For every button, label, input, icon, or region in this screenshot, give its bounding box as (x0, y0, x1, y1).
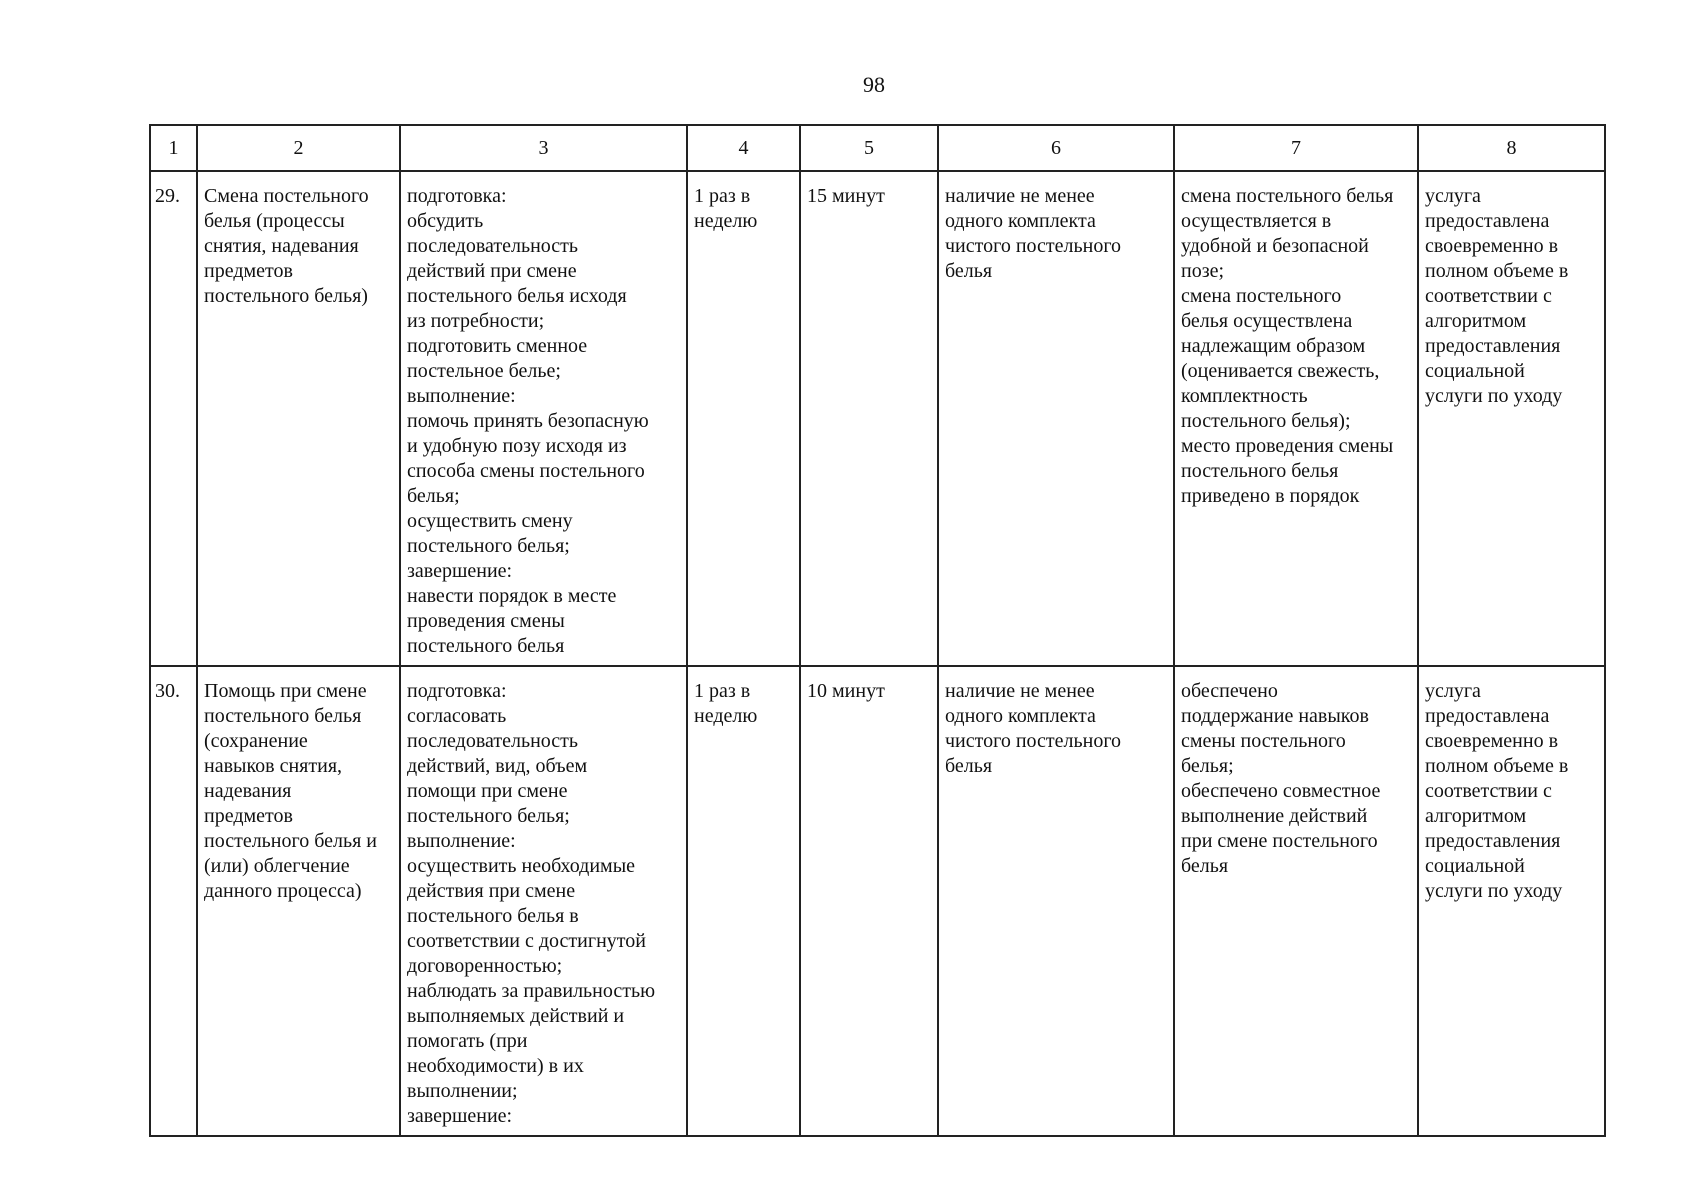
column-header-6: 6 (938, 125, 1174, 171)
column-header-3: 3 (400, 125, 687, 171)
service-frequency: 1 раз в неделю (687, 666, 800, 1136)
header-row (150, 125, 1605, 171)
evaluation-result: услуга предоставлена своевременно в полном объеме в соответствии с алгоритмом предоставления социальной услуги по уходу (1418, 171, 1605, 666)
quality-indicators: смена постельного белья осуществляется в удобной и безопасной позе; смена постельного белья осуществлена надлежащим образом (оценивается свежесть, комплектность постельного белья); место проведения смены постельного белья приведено в порядок (1174, 171, 1418, 666)
row-number: 29. (150, 171, 197, 666)
service-duration: 10 минут (800, 666, 938, 1136)
service-duration: 15 минут (800, 171, 938, 666)
column-header-2: 2 (197, 125, 400, 171)
column-header-1: 1 (150, 125, 197, 171)
column-header-7: 7 (1174, 125, 1418, 171)
evaluation-result: услуга предоставлена своевременно в полном объеме в соответствии с алгоритмом предоставления социальной услуги по уходу (1418, 666, 1605, 1136)
service-frequency: 1 раз в неделю (687, 171, 800, 666)
quality-indicators: обеспечено поддержание навыков смены постельного белья; обеспечено совместное выполнение действий при смене постельного белья (1174, 666, 1418, 1136)
table-row (150, 666, 1605, 1136)
column-header-8: 8 (1418, 125, 1605, 171)
table-row (150, 171, 1605, 666)
service-name: Смена постельного белья (процессы снятия, надевания предметов постельного белья) (197, 171, 400, 666)
column-header-4: 4 (687, 125, 800, 171)
row-number: 30. (150, 666, 197, 1136)
service-name: Помощь при смене постельного белья (сохранение навыков снятия, надевания предметов постельного белья и (или) облегчение данного процесса) (197, 666, 400, 1136)
service-conditions: наличие не менее одного комплекта чистого постельного белья (938, 171, 1174, 666)
column-header-5: 5 (800, 125, 938, 171)
page-number: 98 (863, 72, 885, 97)
service-conditions: наличие не менее одного комплекта чистого постельного белья (938, 666, 1174, 1136)
services-table (149, 124, 1606, 1137)
service-content: подготовка: обсудить последовательность действий при смене постельного белья исходя из потребности; подготовить сменное постельное белье; выполнение: помочь принять безопасную и удобную позу исходя из способа смены постельного белья; осуществить смену постельного белья; завершение: навести порядок в месте проведения смены постельного белья (400, 171, 687, 666)
service-content: подготовка: согласовать последовательность действий, вид, объем помощи при смене постельного белья; выполнение: осуществить необходимые действия при смене постельного белья в соответствии с достигнутой договоренностью; наблюдать за правильностью выполняемых действий и помогать (при необходимости) в их выполнении; завершение: (400, 666, 687, 1136)
